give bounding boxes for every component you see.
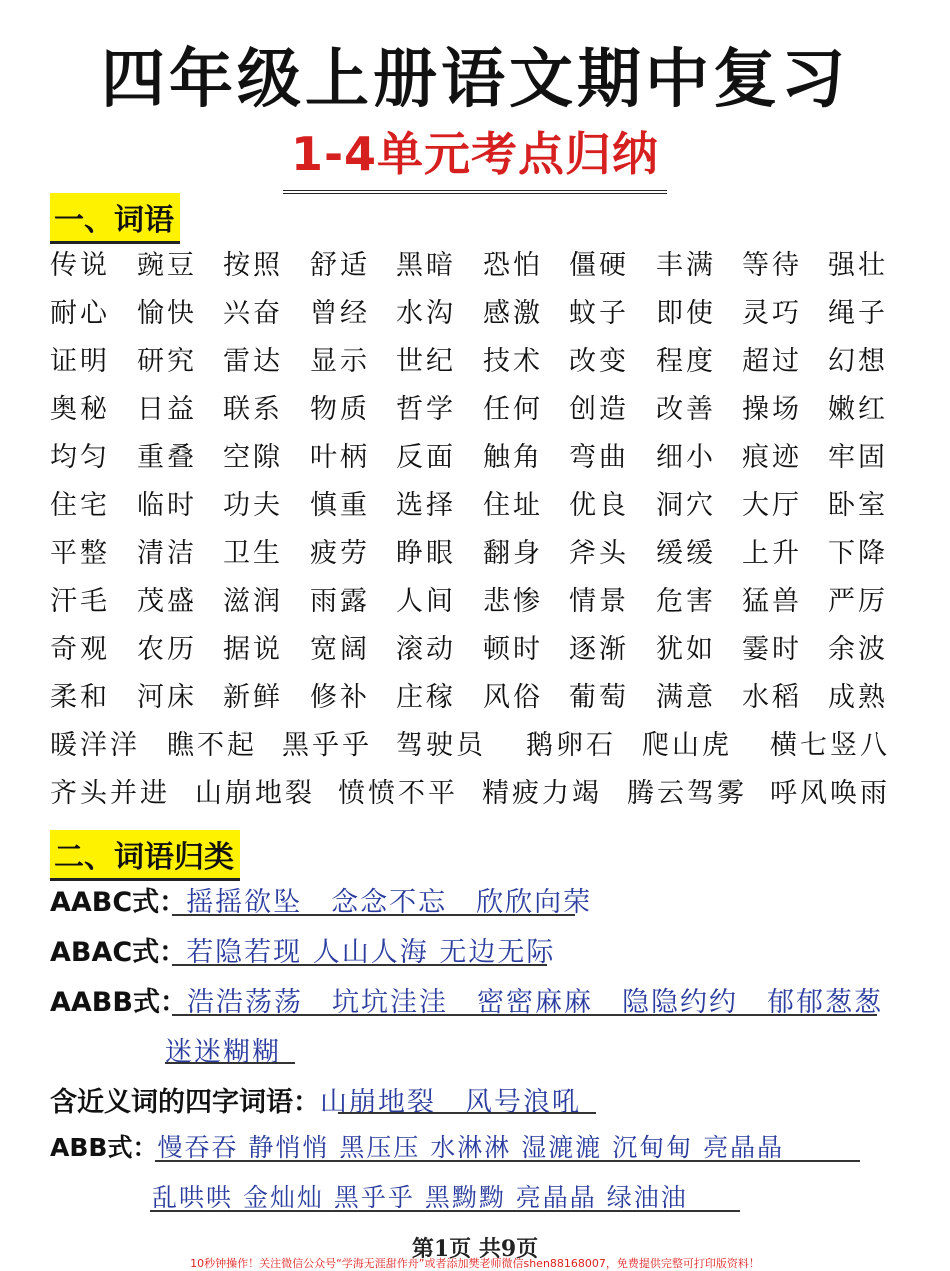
vocabulary-word: 联系 — [223, 394, 283, 425]
vocabulary-word: 豌豆 — [137, 250, 197, 281]
vocabulary-word: 强壮 — [828, 250, 888, 281]
vocabulary-word: 奇观 — [50, 634, 110, 665]
vocabulary-word: 反面 — [396, 442, 456, 473]
vocabulary-word: 丰满 — [656, 250, 716, 281]
vocabulary-word: 触角 — [483, 442, 543, 473]
vocabulary-word: 瞧不起 — [167, 730, 257, 761]
vocabulary-word: 幻想 — [828, 346, 888, 377]
vocabulary-word: 山崩地裂 — [195, 778, 315, 809]
vocabulary-word: 睁眼 — [396, 538, 456, 569]
vocabulary-word: 情景 — [569, 586, 629, 617]
vocabulary-word: 悲惨 — [483, 586, 543, 617]
vocabulary-word: 优良 — [569, 490, 629, 521]
answer-underline — [155, 1160, 860, 1162]
vocabulary-word: 上升 — [742, 538, 802, 569]
vocabulary-word: 雷达 — [223, 346, 283, 377]
vocabulary-row — [50, 531, 900, 579]
vocabulary-row — [50, 771, 900, 819]
vocabulary-word: 农历 — [137, 634, 197, 665]
vocabulary-word: 汗毛 — [50, 586, 110, 617]
vocabulary-word: 世纪 — [396, 346, 456, 377]
vocabulary-word: 缓缓 — [656, 538, 716, 569]
vocabulary-grid — [50, 243, 900, 819]
vocabulary-word: 满意 — [656, 682, 716, 713]
vocabulary-word: 逐渐 — [569, 634, 629, 665]
vocabulary-word: 慎重 — [310, 490, 370, 521]
vocabulary-word: 人间 — [396, 586, 456, 617]
vocabulary-word: 曾经 — [310, 298, 370, 329]
vocabulary-word: 技术 — [483, 346, 543, 377]
vocabulary-word: 成熟 — [828, 682, 888, 713]
vocabulary-word: 黑乎乎 — [282, 730, 372, 761]
vocabulary-word: 卧室 — [828, 490, 888, 521]
vocabulary-row — [50, 723, 900, 771]
vocabulary-word: 葡萄 — [569, 682, 629, 713]
vocabulary-word: 柔和 — [50, 682, 110, 713]
answer-underline — [172, 964, 547, 966]
vocabulary-word: 超过 — [742, 346, 802, 377]
vocabulary-word: 精疲力竭 — [482, 778, 602, 809]
vocabulary-word: 鹅卵石 — [526, 730, 616, 761]
promo-note: 10秒钟操作！关注微信公众号“学海无涯甜作舟”或者添加樊老师微信shen88168007，免费提供完整可打印版资料！ — [190, 1257, 760, 1270]
vocabulary-word: 耐心 — [50, 298, 110, 329]
vocabulary-word: 修补 — [310, 682, 370, 713]
category-answer: 迷迷糊糊 — [165, 1037, 281, 1068]
category-label: AABB式： — [50, 987, 187, 1018]
vocabulary-row — [50, 579, 900, 627]
vocabulary-word: 宽阔 — [310, 634, 370, 665]
vocabulary-word: 叶柄 — [310, 442, 370, 473]
subtitle-wrap — [0, 118, 950, 194]
page-number: 第1页 共9页 — [411, 1236, 539, 1262]
vocabulary-word: 灵巧 — [742, 298, 802, 329]
vocabulary-word: 嫩红 — [828, 394, 888, 425]
vocabulary-word: 操场 — [742, 394, 802, 425]
answer-underline — [150, 1210, 740, 1212]
vocabulary-word: 危害 — [656, 586, 716, 617]
vocabulary-word: 均匀 — [50, 442, 110, 473]
category-answer: 摇摇欲坠 念念不忘 欣欣向荣 — [186, 887, 593, 918]
vocabulary-word: 僵硬 — [569, 250, 629, 281]
vocabulary-word: 横七竖八 — [770, 730, 890, 761]
vocabulary-word: 庄稼 — [396, 682, 456, 713]
category-label: ABB式： — [50, 1133, 158, 1162]
vocabulary-word: 猛兽 — [742, 586, 802, 617]
vocabulary-word: 黑暗 — [396, 250, 456, 281]
vocabulary-row — [50, 291, 900, 339]
vocabulary-word: 临时 — [137, 490, 197, 521]
vocabulary-word: 改变 — [569, 346, 629, 377]
vocabulary-word: 痕迹 — [742, 442, 802, 473]
vocabulary-word: 研究 — [137, 346, 197, 377]
category-answer: 慢吞吞 静悄悄 黑压压 水淋淋 湿漉漉 沉甸甸 亮晶晶 — [157, 1133, 785, 1162]
vocabulary-word: 哲学 — [396, 394, 456, 425]
vocabulary-word: 选择 — [396, 490, 456, 521]
vocabulary-word: 功夫 — [223, 490, 283, 521]
vocabulary-word: 呼风唤雨 — [770, 778, 890, 809]
vocabulary-word: 恐怕 — [483, 250, 543, 281]
vocabulary-word: 证明 — [50, 346, 110, 377]
vocabulary-word: 奥秘 — [50, 394, 110, 425]
vocabulary-word: 驾驶员 — [396, 730, 486, 761]
answer-underline — [172, 1014, 877, 1016]
vocabulary-row — [50, 339, 900, 387]
vocabulary-word: 水稻 — [742, 682, 802, 713]
vocabulary-word: 水沟 — [396, 298, 456, 329]
vocabulary-word: 斧头 — [569, 538, 629, 569]
vocabulary-word: 爬山虎 — [642, 730, 732, 761]
vocabulary-word: 腾云驾雾 — [627, 778, 747, 809]
vocabulary-word: 清洁 — [137, 538, 197, 569]
vocabulary-word: 住宅 — [50, 490, 110, 521]
category-label: ABAC式： — [50, 937, 187, 968]
category-answer: 山崩地裂 风号浪吼 — [320, 1087, 581, 1118]
vocabulary-word: 洞穴 — [656, 490, 716, 521]
vocabulary-row — [50, 483, 900, 531]
vocabulary-word: 蚊子 — [569, 298, 629, 329]
vocabulary-row — [50, 435, 900, 483]
vocabulary-word: 霎时 — [742, 634, 802, 665]
answer-underline — [165, 1062, 295, 1064]
vocabulary-word: 传说 — [50, 250, 110, 281]
vocabulary-word: 兴奋 — [223, 298, 283, 329]
vocabulary-word: 等待 — [742, 250, 802, 281]
vocabulary-word: 舒适 — [310, 250, 370, 281]
vocabulary-word: 卫生 — [223, 538, 283, 569]
vocabulary-word: 雨露 — [310, 586, 370, 617]
vocabulary-word: 弯曲 — [569, 442, 629, 473]
section-heading-categories: 二、词语归类 — [50, 830, 240, 881]
vocabulary-word: 物质 — [310, 394, 370, 425]
vocabulary-row — [50, 243, 900, 291]
vocabulary-word: 任何 — [483, 394, 543, 425]
vocabulary-word: 平整 — [50, 538, 110, 569]
vocabulary-word: 显示 — [310, 346, 370, 377]
vocabulary-word: 风俗 — [483, 682, 543, 713]
vocabulary-word: 即使 — [656, 298, 716, 329]
vocabulary-word: 余波 — [828, 634, 888, 665]
vocabulary-word: 滚动 — [396, 634, 456, 665]
vocabulary-row — [50, 387, 900, 435]
category-label: 含近义词的四字词语： — [50, 1087, 320, 1118]
vocabulary-word: 茂盛 — [137, 586, 197, 617]
vocabulary-word: 顿时 — [483, 634, 543, 665]
answer-underline — [172, 914, 575, 916]
vocabulary-word: 住址 — [483, 490, 543, 521]
vocabulary-word: 日益 — [137, 394, 197, 425]
vocabulary-word: 感激 — [483, 298, 543, 329]
vocabulary-word: 新鲜 — [223, 682, 283, 713]
vocabulary-word: 创造 — [569, 394, 629, 425]
page-title: 四年级上册语文期中复习 — [101, 43, 849, 117]
vocabulary-word: 细小 — [656, 442, 716, 473]
vocabulary-word: 疲劳 — [310, 538, 370, 569]
vocabulary-row — [50, 675, 900, 723]
page-subtitle: 1-4单元考点归纳 — [283, 118, 667, 194]
vocabulary-word: 滋润 — [223, 586, 283, 617]
vocabulary-word: 按照 — [223, 250, 283, 281]
vocabulary-word: 空隙 — [223, 442, 283, 473]
category-answer: 浩浩荡荡 坑坑洼洼 密密麻麻 隐隐约约 郁郁葱葱 — [186, 987, 883, 1018]
vocabulary-word: 翻身 — [483, 538, 543, 569]
vocabulary-word: 程度 — [656, 346, 716, 377]
vocabulary-word: 暖洋洋 — [50, 730, 140, 761]
vocabulary-word: 愉快 — [137, 298, 197, 329]
category-answer: 若隐若现 人山人海 无边无际 — [186, 937, 556, 968]
vocabulary-word: 齐头并进 — [50, 778, 170, 809]
vocabulary-word: 牢固 — [828, 442, 888, 473]
category-abb — [50, 1128, 784, 1164]
answer-underline — [338, 1112, 596, 1114]
vocabulary-word: 犹如 — [656, 634, 716, 665]
vocabulary-word: 据说 — [223, 634, 283, 665]
vocabulary-row — [50, 627, 900, 675]
vocabulary-word: 下降 — [828, 538, 888, 569]
category-label: AABC式： — [50, 887, 187, 918]
category-answer: 乱哄哄 金灿灿 黑乎乎 黑黝黝 亮晶晶 绿油油 — [152, 1183, 688, 1212]
section-heading-vocabulary: 一、词语 — [50, 193, 180, 244]
vocabulary-word: 重叠 — [137, 442, 197, 473]
vocabulary-word: 严厉 — [828, 586, 888, 617]
vocabulary-word: 大厅 — [742, 490, 802, 521]
category-abb-continued — [152, 1178, 688, 1214]
vocabulary-word: 改善 — [656, 394, 716, 425]
vocabulary-word: 绳子 — [828, 298, 888, 329]
vocabulary-word: 河床 — [137, 682, 197, 713]
vocabulary-word: 愤愤不平 — [338, 778, 458, 809]
